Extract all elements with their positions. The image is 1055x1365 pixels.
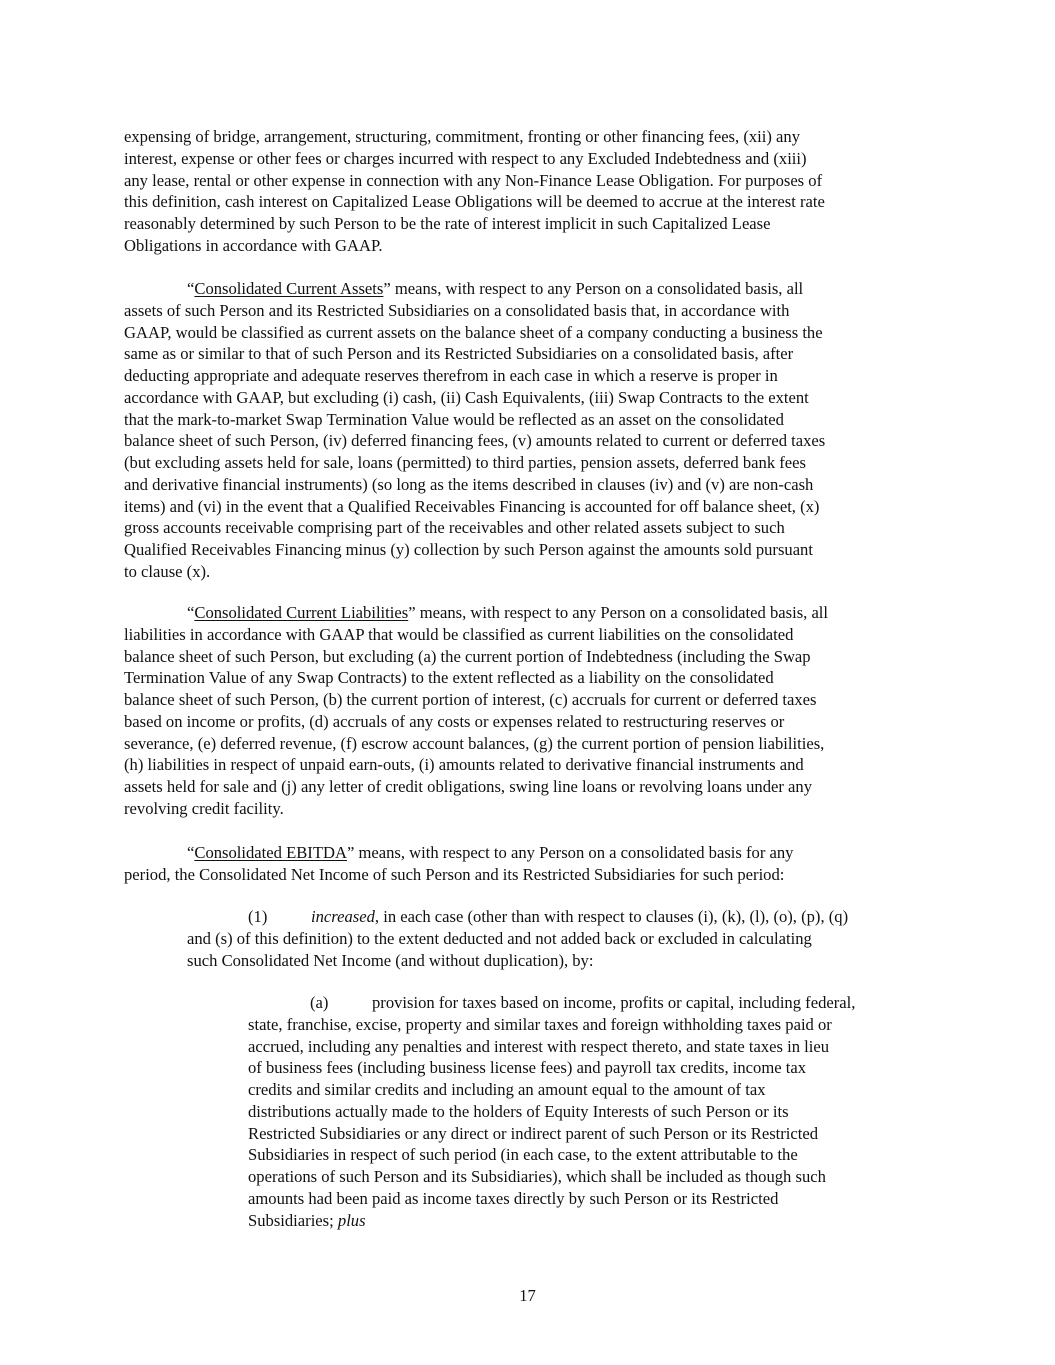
text-line: reasonably determined by such Person to be the rate of interest implicit in such Capitalized Lease bbox=[124, 214, 771, 233]
definition-text: ” means, with respect to any Person on a consolidated basis, all bbox=[383, 279, 804, 298]
definition-consolidated-current-assets bbox=[124, 278, 825, 583]
text-line: expensing of bridge, arrangement, structuring, commitment, fronting or other financing fees, (xii) any bbox=[124, 127, 800, 146]
subclause-first-line bbox=[248, 992, 855, 1014]
text-line: Obligations in accordance with GAAP. bbox=[124, 235, 383, 255]
definition-consolidated-current-liabilities bbox=[124, 602, 828, 820]
text-line: assets of such Person and its Restricted Subsidiaries on a consolidated basis that, in accordance with bbox=[124, 300, 790, 320]
text-line: based on income or profits, (d) accruals of any costs or expenses related to restructuring reserves or bbox=[124, 711, 785, 731]
text-segment: Subsidiaries; bbox=[248, 1210, 338, 1230]
text-line: severance, (e) deferred revenue, (f) escrow account balances, (g) the current portion of pension liabilities, bbox=[124, 733, 825, 753]
text-line: items) and (vi) in the event that a Qualified Receivables Financing is accounted for off balance sheet, (x) bbox=[124, 496, 820, 516]
text-line: revolving credit facility. bbox=[124, 798, 284, 818]
text-line: Subsidiaries in respect of such period (in each case, to the extent attributable to the bbox=[248, 1145, 798, 1165]
text-line: balance sheet of such Person, but excluding (a) the current portion of Indebtedness (including the Swap bbox=[124, 646, 811, 666]
text-line: Restricted Subsidiaries or any direct or indirect parent of such Person or its Restricted bbox=[248, 1123, 819, 1143]
text-line: (but excluding assets held for sale, loans (permitted) to third parties, pension assets, deferred bank fees bbox=[124, 453, 806, 472]
text-line: assets held for sale and (j) any letter of credit obligations, swing line loans or revolving loans under any bbox=[124, 777, 813, 796]
subclause-a-tax-provision bbox=[248, 992, 855, 1231]
text-line: gross accounts receivable comprising part of the receivables and other related assets subject to such bbox=[124, 518, 785, 538]
text-line: amounts had been paid as income taxes directly by such Person or its Restricted bbox=[248, 1188, 779, 1208]
text-line: operations of such Person and its Subsidiaries), which shall be included as though such bbox=[248, 1167, 826, 1186]
subclause-number: (a) bbox=[310, 993, 329, 1012]
clause-number: (1) bbox=[248, 907, 268, 926]
clause-1-increased bbox=[187, 906, 848, 971]
text-line: (h) liabilities in respect of unpaid earn-outs, (i) amounts related to derivative financial instruments and bbox=[124, 755, 804, 775]
clause-keyword: increased bbox=[311, 907, 375, 926]
clause-text: , in each case (other than with respect to clauses (i), (k), (l), (o), (p), (q) bbox=[374, 907, 849, 926]
text-line: balance sheet of such Person, (iv) deferred financing fees, (v) amounts related to current or deferred taxes bbox=[124, 431, 826, 451]
definition-first-line bbox=[124, 278, 825, 300]
text-line: any lease, rental or other expense in connection with any Non-Finance Lease Obligation. For purposes of bbox=[124, 170, 823, 190]
text-line: this definition, cash interest on Capitalized Lease Obligations will be deemed to accrue at the interest rate bbox=[124, 192, 825, 212]
text-line: state, franchise, excise, property and similar taxes and foreign withholding taxes paid or bbox=[248, 1014, 832, 1034]
text-line: such Consolidated Net Income (and without duplication), by: bbox=[187, 950, 594, 970]
definition-consolidated-ebitda bbox=[124, 842, 793, 886]
text-line: to clause (x). bbox=[124, 561, 211, 581]
text-line: Termination Value of any Swap Contracts) to the extent reflected as a liability on the consolidated bbox=[124, 668, 774, 688]
open-quote: “ bbox=[187, 279, 195, 298]
open-quote: “ bbox=[187, 843, 195, 862]
text-line: deducting appropriate and adequate reserves therefrom in each case in which a reserve is proper in bbox=[124, 366, 778, 385]
text-line: accordance with GAAP, but excluding (i) cash, (ii) Cash Equivalents, (iii) Swap Contracts to the extent bbox=[124, 387, 809, 407]
open-quote: “ bbox=[187, 603, 195, 622]
text-line: of business fees (including business license fees) and payroll tax credits, income tax bbox=[248, 1058, 807, 1078]
definition-first-line bbox=[124, 602, 828, 624]
text-line: liabilities in accordance with GAAP that would be classified as current liabilities on the consolidated bbox=[124, 624, 794, 644]
definition-first-line bbox=[124, 842, 793, 864]
text-line: same as or similar to that of such Person and its Restricted Subsidiaries on a consolidated basis, after bbox=[124, 344, 794, 364]
text-line: Qualified Receivables Financing minus (y) collection by such Person against the amounts sold pursuant bbox=[124, 540, 813, 559]
text-line: distributions actually made to the holders of Equity Interests of such Person or its bbox=[248, 1101, 789, 1121]
text-line-last bbox=[248, 1210, 855, 1232]
definition-text: ” means, with respect to any Person on a consolidated basis, all bbox=[408, 603, 829, 622]
text-line: GAAP, would be classified as current assets on the balance sheet of a company conducting a business the bbox=[124, 322, 823, 342]
defined-term: Consolidated Current Assets bbox=[194, 279, 384, 298]
definition-text: ” means, with respect to any Person on a consolidated basis for any bbox=[346, 843, 794, 862]
text-line: accrued, including any penalties and interest with respect thereto, and state taxes in lieu bbox=[248, 1036, 830, 1056]
text-line: credits and similar credits and including an amount equal to the amount of tax bbox=[248, 1080, 766, 1099]
text-line: and derivative financial instruments) (so long as the items described in clauses (iv) and (v) are non-cash bbox=[124, 474, 814, 494]
text-line: that the mark-to-market Swap Termination Value would be reflected as an asset on the consolidated bbox=[124, 409, 784, 429]
defined-term: Consolidated Current Liabilities bbox=[194, 603, 409, 622]
subclause-text: provision for taxes based on income, profits or capital, including federal, bbox=[372, 993, 856, 1012]
defined-term: Consolidated EBITDA bbox=[194, 843, 347, 862]
clause-first-line bbox=[187, 906, 848, 928]
connector-word: plus bbox=[337, 1210, 366, 1230]
page-number: 17 bbox=[519, 1286, 536, 1305]
text-line: period, the Consolidated Net Income of such Person and its Restricted Subsidiaries for such period: bbox=[124, 864, 785, 884]
text-line: and (s) of this definition) to the extent deducted and not added back or excluded in calculating bbox=[187, 928, 812, 948]
text-line: interest, expense or other fees or charges incurred with respect to any Excluded Indebtedness and (xiii) bbox=[124, 148, 807, 168]
paragraph-interest-expense-continuation bbox=[124, 126, 825, 257]
text-line: balance sheet of such Person, (b) the current portion of interest, (c) accruals for current or deferred taxes bbox=[124, 690, 817, 709]
